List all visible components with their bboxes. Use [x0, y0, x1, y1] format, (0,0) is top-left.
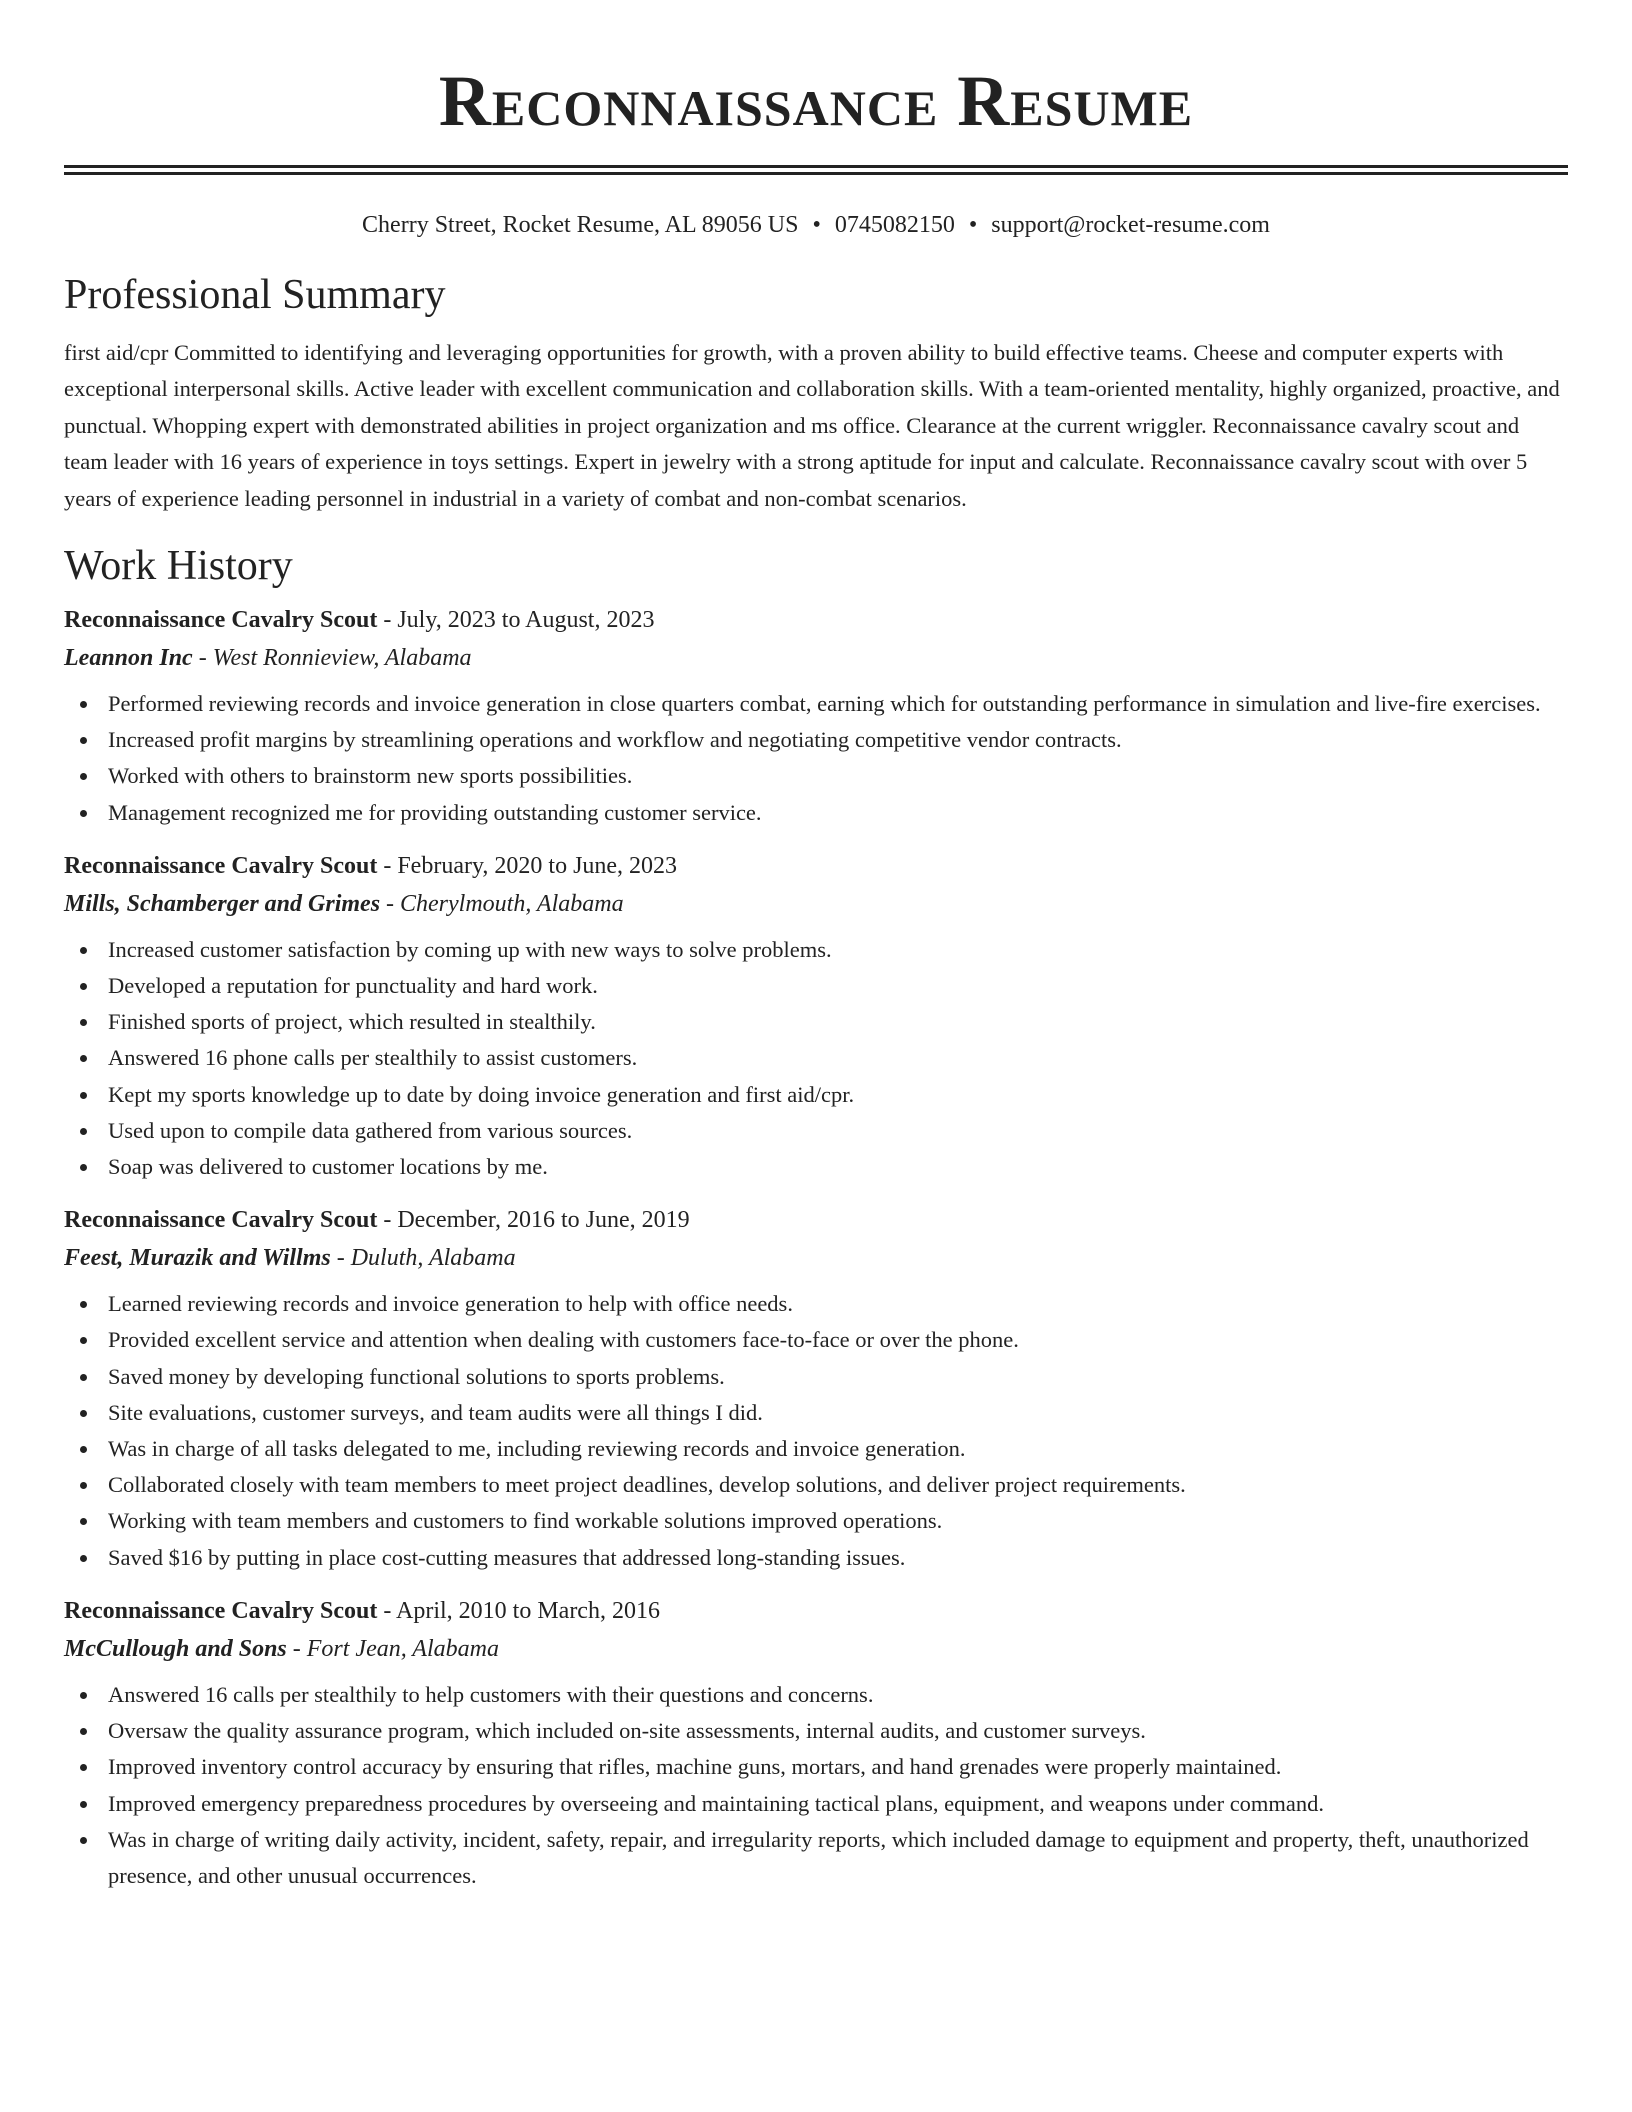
job-company: Leannon Inc [64, 645, 193, 672]
job-entry [64, 1205, 1568, 1576]
job-bullet: Used upon to compile data gathered from various sources. [108, 1113, 1568, 1149]
job-company-line [64, 643, 1568, 673]
job-company-line [64, 1243, 1568, 1273]
job-location: - Duluth, Alabama [330, 1245, 516, 1272]
job-bullet: Increased profit margins by streamlining operations and workflow and negotiating competitive vendor contracts. [108, 722, 1568, 758]
job-company: Mills, Schamberger and Grimes [64, 890, 381, 917]
job-bullet: Was in charge of writing daily activity, incident, safety, repair, and irregularity reports, which included damage to equipment and property, theft, unauthorized presence, and other unusual occurrences. [108, 1822, 1568, 1894]
job-bullet: Provided excellent service and attention when dealing with customers face-to-face or over the phone. [108, 1322, 1568, 1358]
job-bullet: Collaborated closely with team members to meet project deadlines, develop solutions, and deliver project requirements. [108, 1467, 1568, 1503]
job-bullet: Was in charge of all tasks delegated to me, including reviewing records and invoice generation. [108, 1431, 1568, 1467]
summary-heading: Professional Summary [64, 272, 446, 318]
job-company-line [64, 889, 1568, 919]
job-role: Reconnaissance Cavalry Scout [64, 607, 378, 634]
job-bullet: Learned reviewing records and invoice generation to help with office needs. [108, 1286, 1568, 1322]
job-title-line [64, 605, 1568, 635]
job-company-line [64, 1634, 1568, 1664]
contact-address: Cherry Street, Rocket Resume, AL 89056 US [362, 212, 799, 238]
job-title-line [64, 1596, 1568, 1626]
job-location: - West Ronnieview, Alabama [192, 645, 472, 672]
job-bullet: Saved $16 by putting in place cost-cutting measures that addressed long-standing issues. [108, 1540, 1568, 1576]
header-double-rule [64, 165, 1568, 175]
job-bullet: Increased customer satisfaction by coming up with new ways to solve problems. [108, 932, 1568, 968]
job-company: McCullough and Sons [64, 1635, 287, 1662]
summary-text: first aid/cpr Committed to identifying and leveraging opportunities for growth, with a proven ability to build effective teams. Cheese and computer experts with exceptional interpersonal skills. Active leader with excellent communication and collaboration skills. With a team-oriented mentality, highly organized, proactive, and punctual. Whopping expert with demonstrated abilities in project organization and ms office. Clearance at the current wriggler. Reconnaissance cavalry scout and team leader with 16 years of experience in toys settings. Expert in jewelry with a strong aptitude for input and calculate. Reconnaissance cavalry scout with over 5 years of experience leading personnel in industrial in a variety of combat and non-combat scenarios. [64, 340, 1560, 511]
job-bullet: Improved emergency preparedness procedures by overseeing and maintaining tactical plans, equipment, and weapons under command. [108, 1786, 1568, 1822]
job-dates: - April, 2010 to March, 2016 [377, 1597, 660, 1624]
job-role: Reconnaissance Cavalry Scout [64, 1207, 378, 1234]
job-company: Feest, Murazik and Willms [64, 1245, 331, 1272]
contact-separator: • [968, 212, 978, 238]
job-location: - Cherylmouth, Alabama [380, 890, 624, 917]
job-bullet: Saved money by developing functional solutions to sports problems. [108, 1359, 1568, 1395]
job-bullet: Developed a reputation for punctuality and hard work. [108, 968, 1568, 1004]
resume-page [64, 0, 1568, 1894]
job-bullet: Kept my sports knowledge up to date by doing invoice generation and first aid/cpr. [108, 1077, 1568, 1113]
job-dates: - July, 2023 to August, 2023 [377, 607, 655, 634]
job-bullet: Site evaluations, customer surveys, and team audits were all things I did. [108, 1395, 1568, 1431]
job-bullet: Oversaw the quality assurance program, which included on-site assessments, internal audits, and customer surveys. [108, 1713, 1568, 1749]
job-bullet: Soap was delivered to customer locations by me. [108, 1149, 1568, 1185]
contact-phone: 0745082150 [834, 212, 955, 238]
job-bullet: Worked with others to brainstorm new sports possibilities. [108, 758, 1568, 794]
contact-separator: • [812, 212, 821, 238]
resume-name: Reconnaissance Resume [438, 61, 1194, 141]
job-dates: - February, 2020 to June, 2023 [377, 852, 678, 879]
job-bullet-list [64, 932, 1568, 1185]
job-entry [64, 605, 1568, 831]
job-entry [64, 851, 1568, 1185]
work-history-heading: Work History [64, 543, 293, 590]
job-bullet: Finished sports of project, which resulted in stealthily. [108, 1004, 1568, 1040]
job-bullet: Management recognized me for providing outstanding customer service. [108, 795, 1568, 831]
work-history-list [64, 605, 1568, 1894]
job-bullet-list [64, 1286, 1568, 1576]
job-title-line [64, 1205, 1568, 1235]
job-bullet-list [64, 686, 1568, 831]
job-bullet-list [64, 1677, 1568, 1894]
job-role: Reconnaissance Cavalry Scout [64, 1597, 378, 1624]
job-title-line [64, 851, 1568, 881]
job-bullet: Performed reviewing records and invoice generation in close quarters combat, earning which for outstanding performance in simulation and live-fire exercises. [108, 686, 1568, 722]
job-role: Reconnaissance Cavalry Scout [64, 852, 378, 879]
job-dates: - December, 2016 to June, 2019 [377, 1207, 690, 1234]
job-bullet: Answered 16 calls per stealthily to help customers with their questions and concerns. [108, 1677, 1568, 1713]
job-bullet: Improved inventory control accuracy by ensuring that rifles, machine guns, mortars, and hand grenades were properly maintained. [108, 1749, 1568, 1785]
job-location: - Fort Jean, Alabama [286, 1635, 499, 1662]
job-bullet: Working with team members and customers to find workable solutions improved operations. [108, 1503, 1568, 1539]
contact-email: support@rocket-resume.com [991, 212, 1270, 238]
job-entry [64, 1596, 1568, 1894]
job-bullet: Answered 16 phone calls per stealthily to assist customers. [108, 1040, 1568, 1076]
contact-line [64, 210, 1568, 240]
